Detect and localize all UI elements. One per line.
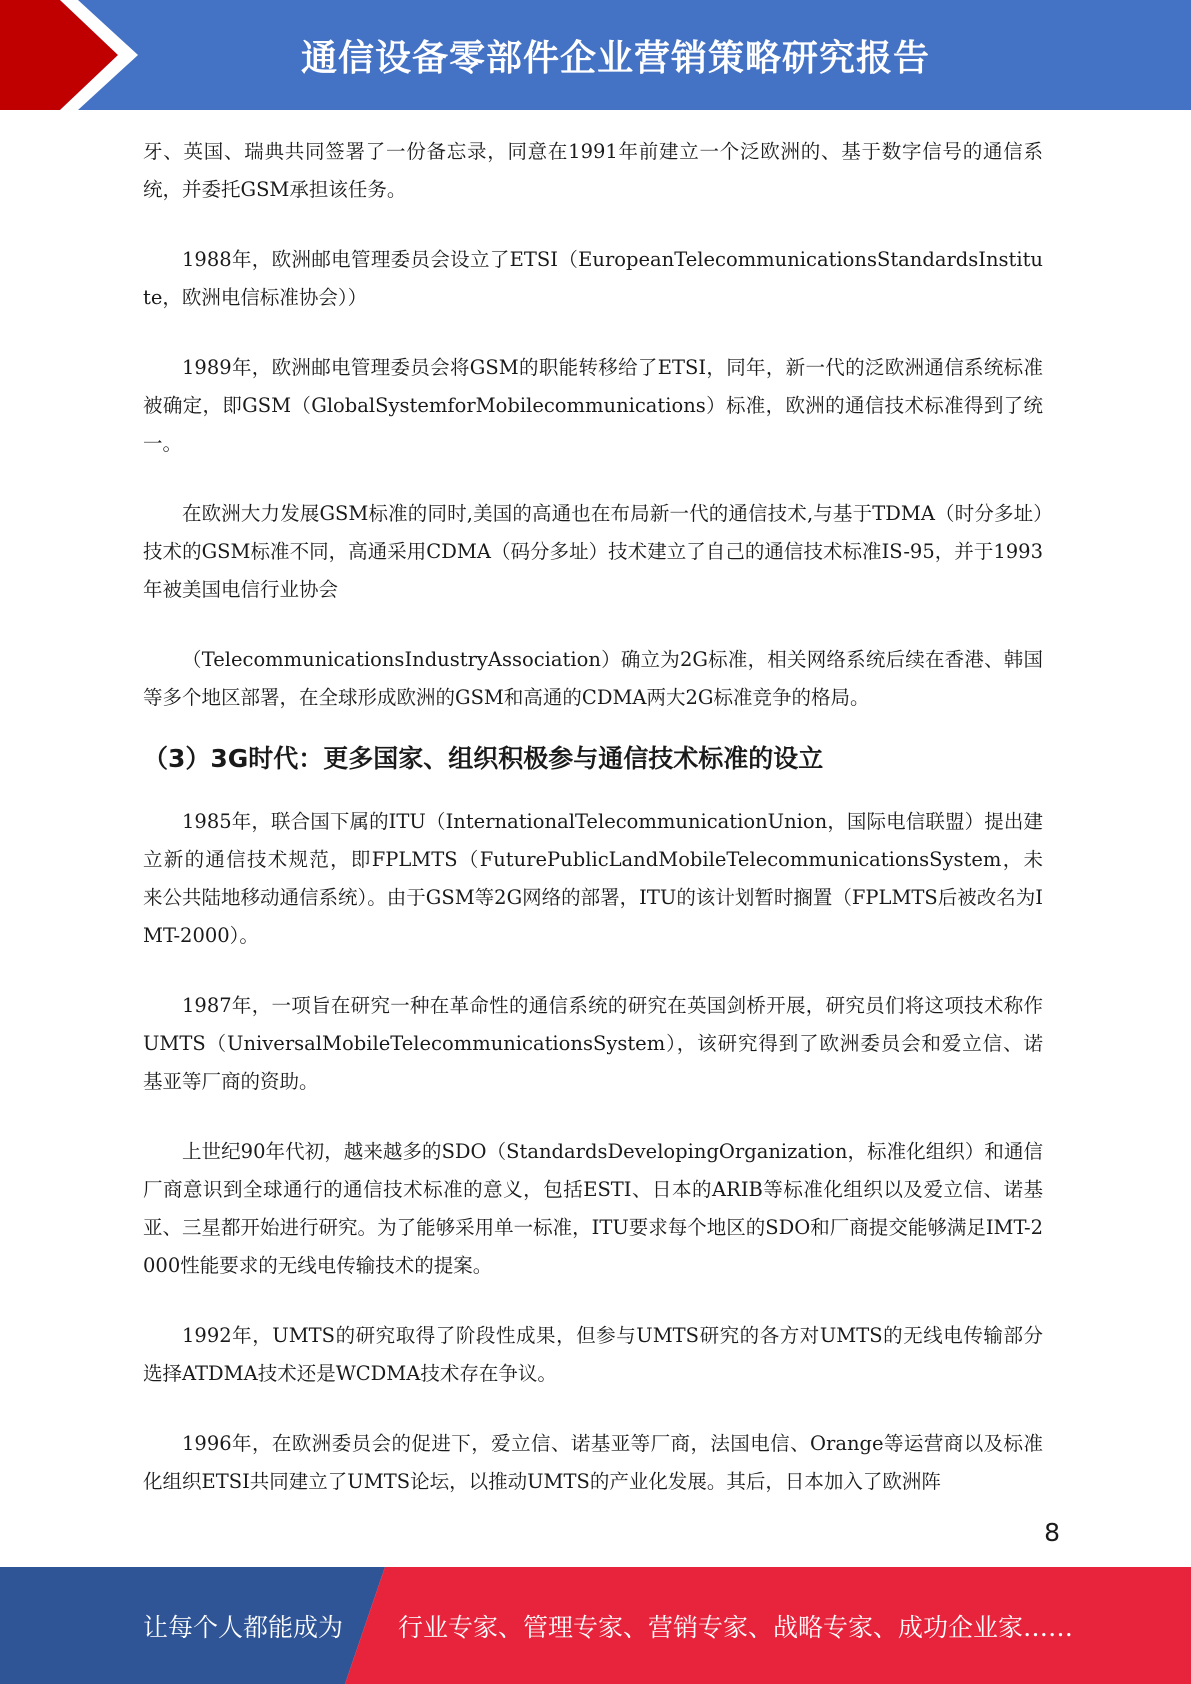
paragraph: 上世纪90年代初，越来越多的SDO（StandardsDevelopingOrganization，标准化组织）和通信厂商意识到全球通行的通信技术标准的意义，包括ESTI、日本的ARIB等标准化组织以及爱立信、诺基亚、三星都开始进行研究。为了能够采用单一标准，ITU要求每个地区的SDO和厂商提交能够满足IMT-2000性能要求的无线电传输技术的提案。 (143, 1140, 1043, 1277)
paragraph: 牙、英国、瑞典共同签署了一份备忘录，同意在1991年前建立一个泛欧洲的、基于数字信号的通信系统，并委托GSM承担该任务。 (143, 140, 1043, 201)
section-heading: （3）3G时代：更多国家、组织积极参与通信技术标准的设立 (143, 744, 824, 773)
paragraph: 1992年，UMTS的研究取得了阶段性成果，但参与UMTS研究的各方对UMTS的无线电传输部分选择ATDMA技术还是WCDMA技术存在争议。 (143, 1324, 1043, 1385)
page-body (143, 133, 1043, 1533)
paragraph: 1985年，联合国下属的ITU（InternationalTelecommunicationUnion，国际电信联盟）提出建立新的通信技术规范，即FPLMTS（FuturePublicLandMobileTelecommunicationsSystem，未来公共陆地移动通信系统）。由于GSM等2G网络的部署，ITU的该计划暂时搁置（FPLMTS后被改名为IMT-2000）。 (143, 810, 1043, 947)
paragraph: 1989年，欧洲邮电管理委员会将GSM的职能转移给了ETSI，同年，新一代的泛欧洲通信系统标准被确定，即GSM（GlobalSystemforMobilecommunications）标准，欧洲的通信技术标准得到了统一。 (143, 356, 1043, 455)
paragraph: 在欧洲大力发展GSM标准的同时,美国的高通也在布局新一代的通信技术,与基于TDMA（时分多址）技术的GSM标准不同，高通采用CDMA（码分多址）技术建立了自己的通信技术标准IS-95，并于1993年被美国电信行业协会 (143, 502, 1043, 601)
document-title: 通信设备零部件企业营销策略研究报告 (300, 37, 930, 79)
page-number: 8 (1044, 1518, 1060, 1547)
paragraph: 1988年，欧洲邮电管理委员会设立了ETSI（EuropeanTelecommunicationsStandardsInstitute，欧洲电信标准协会）） (143, 248, 1043, 309)
page-header (0, 0, 1191, 110)
footer-slogan-left: 让每个人都能成为 (143, 1612, 344, 1642)
footer-slogan-right: 行业专家、管理专家、营销专家、战略专家、成功企业家…… (398, 1612, 1074, 1642)
paragraph: 1996年，在欧洲委员会的促进下，爱立信、诺基亚等厂商，法国电信、Orange等运营商以及标准化组织ETSI共同建立了UMTS论坛，以推动UMTS的产业化发展。其后，日本加入了欧洲阵 (143, 1432, 1043, 1493)
paragraph: （TelecommunicationsIndustryAssociation）确立为2G标准，相关网络系统后续在香港、韩国等多个地区部署，在全球形成欧洲的GSM和高通的CDMA两大2G标准竞争的格局。 (143, 648, 1043, 709)
paragraph: 1987年，一项旨在研究一种在革命性的通信系统的研究在英国剑桥开展，研究员们将这项技术称作UMTS（UniversalMobileTelecommunicationsSystem），该研究得到了欧洲委员会和爱立信、诺基亚等厂商的资助。 (143, 994, 1043, 1093)
page-footer (0, 1567, 1191, 1684)
